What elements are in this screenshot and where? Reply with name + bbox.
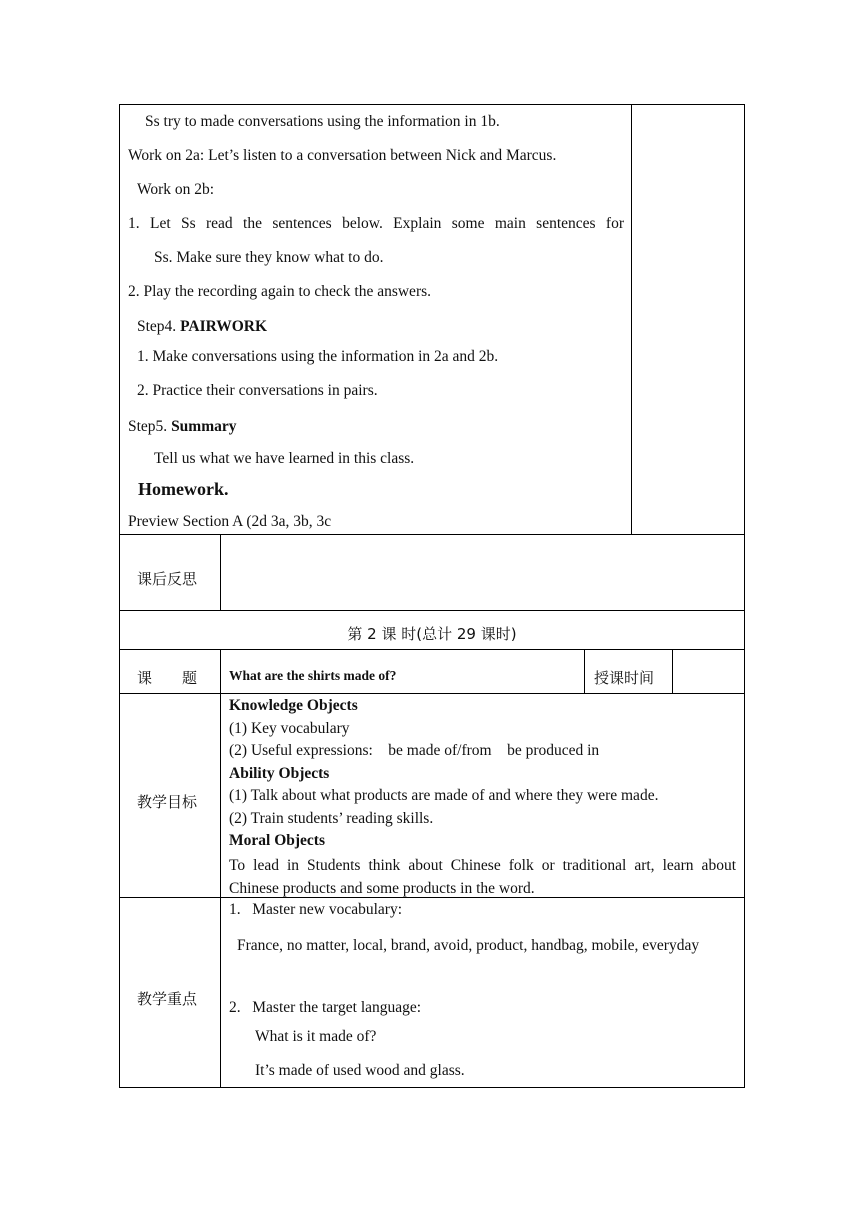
column-divider [584,649,585,694]
column-divider [220,649,221,1088]
column-divider [220,534,221,611]
step5-label: Step5. [128,418,172,435]
table-row-divider [119,693,745,694]
objectives-label: 教学目标 [137,793,198,811]
homework-title: Homework. [138,479,229,499]
step4-item: 2. Practice their conversations in pairs. [137,382,378,399]
knowledge-item: (1) Key vocabulary [229,720,350,737]
topic-label: 课 题 [137,669,198,687]
knowledge-title: Knowledge Objects [229,697,358,714]
table-border-right [744,104,745,1088]
procedure-line: Ss. Make sure they know what to do. [154,249,384,266]
table-row-divider [119,649,745,650]
column-divider [672,649,673,694]
lesson-header: 第 2 课 时(总计 29 课时) [347,625,517,643]
ability-item: (1) Talk about what products are made of and where they were made. [229,787,659,804]
step5-text: Tell us what we have learned in this class. [154,450,415,467]
step4-title: PAIRWORK [180,318,268,335]
key-point-item: 1. Master new vocabulary: [229,901,403,918]
moral-title: Moral Objects [229,832,325,849]
topic-value: What are the shirts made of? [229,668,397,683]
key-point-item: 2. Master the target language: [229,999,422,1016]
ability-item: (2) Train students’ reading skills. [229,810,434,827]
knowledge-item: (2) Useful expressions: be made of/from be produced in [229,742,600,759]
table-border-left [119,104,120,1088]
step5-heading [128,418,237,436]
procedure-line: 1. Let Ss read the sentences below. Explain some main sentences for [128,215,624,232]
example-sentence: It’s made of used wood and glass. [255,1062,465,1079]
step5-title: Summary [171,418,237,435]
column-divider [631,104,632,535]
procedure-line: 2. Play the recording again to check the answers. [128,283,432,300]
moral-text: To lead in Students think about Chinese folk or traditional art, learn about Chinese products and some products in the word. [229,857,736,897]
step4-heading [137,318,267,336]
table-row-divider [119,534,745,535]
homework-text: Preview Section A (2d 3a, 3b, 3c [128,513,332,530]
example-sentence: What is it made of? [255,1028,377,1045]
procedure-line: Work on 2b: [137,181,215,198]
reflection-label: 课后反思 [137,570,198,588]
procedure-line: Work on 2a: Let’s listen to a conversation between Nick and Marcus. [128,147,557,164]
table-border-bottom [119,1087,745,1088]
step4-item: 1. Make conversations using the information in 2a and 2b. [137,348,499,365]
key-points-label: 教学重点 [137,990,198,1008]
table-row-divider [119,610,745,611]
ability-title: Ability Objects [229,765,330,782]
table-border-top [119,104,745,105]
step4-label: Step4. [137,318,181,335]
vocabulary-list: France, no matter, local, brand, avoid, product, handbag, mobile, everyday [237,937,700,954]
teaching-time-label: 授课时间 [594,669,655,687]
procedure-line: Ss try to made conversations using the information in 1b. [145,113,500,130]
